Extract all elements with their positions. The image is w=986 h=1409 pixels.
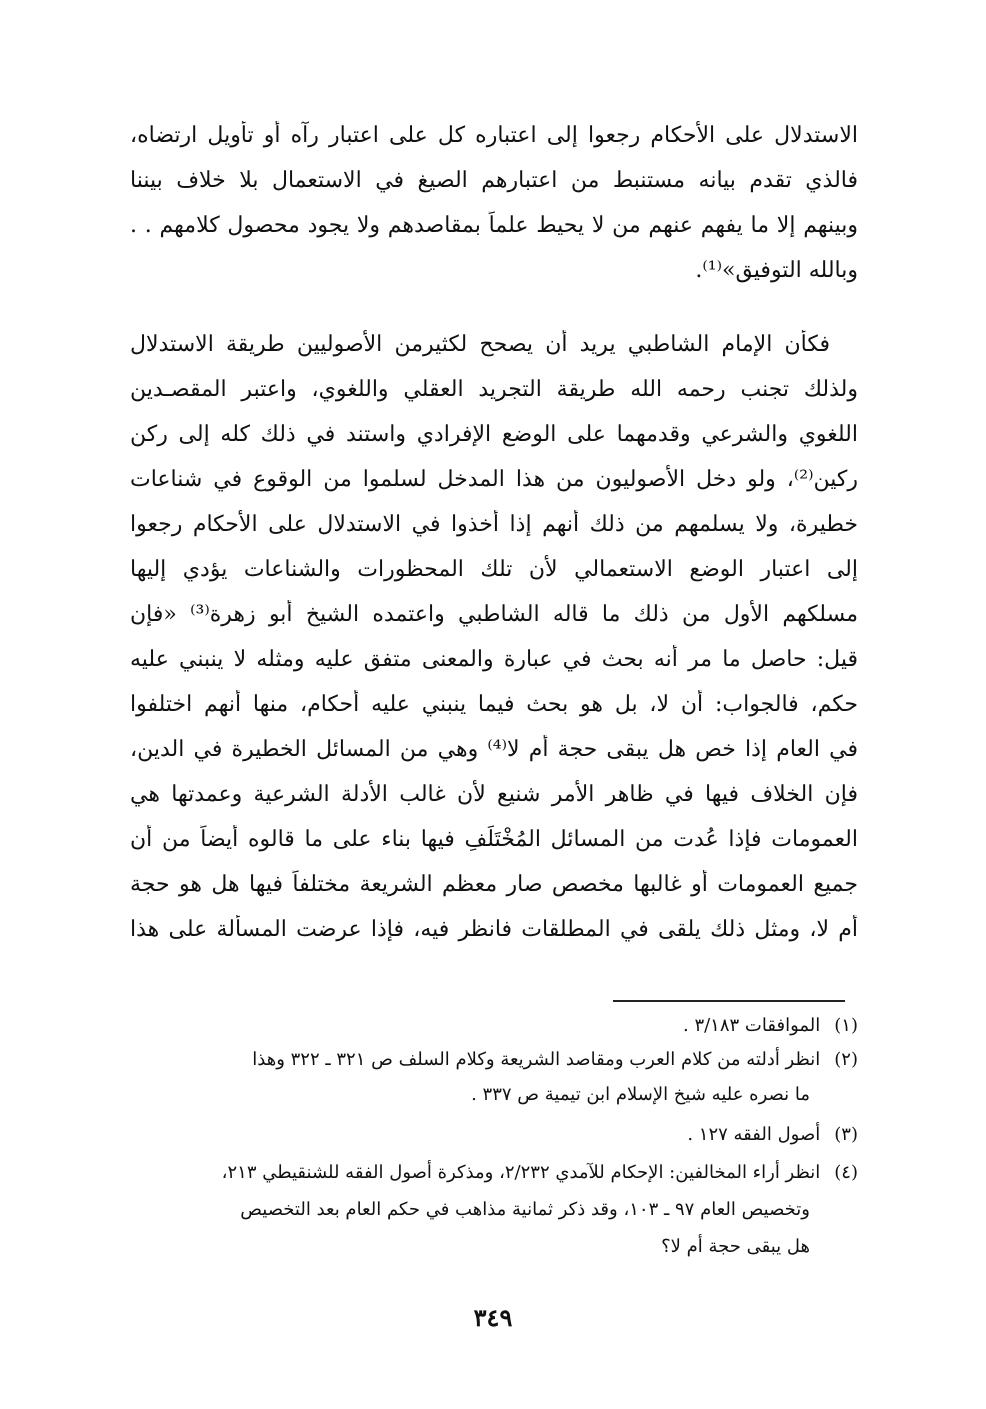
footnote-text: الموافقات ٣/١٨٣ . <box>683 1015 821 1036</box>
text-line: مسلكهم الأول من ذلك ما قاله الشاطبي واعتمده الشيخ أبو زهرة⁽³⁾ «فإن <box>130 602 858 627</box>
text-line: فكأن الإمام الشاطبي يريد أن يصحح لكثيرمن الأصوليين طريقة الاستدلال <box>130 332 830 357</box>
text-line: وبالله التوفيق»⁽¹⁾. <box>695 258 858 283</box>
text-line: الاستدلال على الأحكام رجعوا إلى اعتباره كل على اعتبار رآه أو تأويل ارتضاه، <box>130 123 858 148</box>
footnote-1 <box>130 1013 858 1039</box>
text-line: قيل: حاصل ما مر أنه بحث في عبارة والمعنى متفق عليه ومثله لا ينبني عليه <box>130 647 858 672</box>
text-line: وبينهم إلا ما يفهم عنهم من لا يحيط علماً بمقاصدهم ولا يجود محصول كلامهم . . <box>130 213 858 238</box>
text-line: اللغوي والشرعي وقدمهما على الوضع الإفرادي واستند في ذلك كله إلى ركن <box>130 422 858 447</box>
text-line: خطيرة، ولا يسلمهم من ذلك أنهم إذا أخذوا في الاستدلال على الأحكام رجعوا <box>130 512 858 537</box>
footnote-text: انظر أدلته من كلام العرب ومقاصد الشريعة وكلام السلف ص ٣٢١ ـ ٣٢٢ وهذا <box>252 1049 821 1070</box>
footnote-3 <box>130 1122 858 1148</box>
footnote-2 <box>130 1047 858 1073</box>
text-line: أم لا، ومثل ذلك يلقى في المطلقات فانظر فيه، فإذا عرضت المسألة على هذا <box>130 917 858 942</box>
footnote-number: (٤) <box>834 1162 858 1183</box>
text-line: في العام إذا خص هل يبقى حجة أم لا⁽⁴⁾ وهي من المسائل الخطيرة في الدين، <box>130 737 858 762</box>
text-line: ولذلك تجنب رحمه الله طريقة التجريد العقلي واللغوي، واعتبر المقصـدين <box>130 377 858 402</box>
page-number: ٣٤٩ <box>473 1303 513 1332</box>
text-line: جميع العمومات أو غالبها مخصص صار معظم الشريعة مختلفاً فيها هل هو حجة <box>130 872 858 897</box>
footnote-2-continuation: ما نصره عليه شيخ الإسلام ابن تيمية ص ٣٣٧ . <box>471 1084 810 1105</box>
footnote-4 <box>130 1160 858 1186</box>
text-line: العمومات فإذا عُدت من المسائل المُخْتَلَفِ فيها بناء على ما قالوه أيضاً من أن <box>130 827 858 852</box>
footnote-number: (١) <box>834 1015 858 1036</box>
text-line: فإن الخلاف فيها في ظاهر الأمر شنيع لأن غالب الأدلة الشرعية وعمدتها هي <box>130 782 858 807</box>
footnote-separator <box>613 1000 845 1002</box>
text-line: إلى اعتبار الوضع الاستعمالي لأن تلك المحظورات والشناعات يؤدي إليها <box>130 557 858 582</box>
footnote-text: أصول الفقه ١٢٧ . <box>687 1124 821 1145</box>
footnote-4-continuation: هل يبقى حجة أم لا؟ <box>661 1236 810 1257</box>
text-line: فالذي تقدم بيانه مستنبط من اعتبارهم الصيغ في الاستعمال بلا خلاف بيننا <box>130 168 858 193</box>
text-line: ركين⁽²⁾، ولو دخل الأصوليون من هذا المدخل لسلموا من الوقوع في شناعات <box>130 467 858 492</box>
footnote-text: انظر أراء المخالفين: الإحكام للآمدي ٢/٢٣٢، ومذكرة أصول الفقه للشنقيطي ٢١٣، <box>221 1162 821 1183</box>
footnote-number: (٢) <box>834 1049 858 1070</box>
footnote-number: (٣) <box>834 1124 858 1145</box>
text-line: حكم، فالجواب: أن لا، بل هو بحث فيما ينبني عليه أحكام، منها أنهم اختلفوا <box>130 692 858 717</box>
footnote-4-continuation: وتخصيص العام ٩٧ ـ ١٠٣، وقد ذكر ثمانية مذاهب في حكم العام بعد التخصيص <box>240 1199 810 1220</box>
